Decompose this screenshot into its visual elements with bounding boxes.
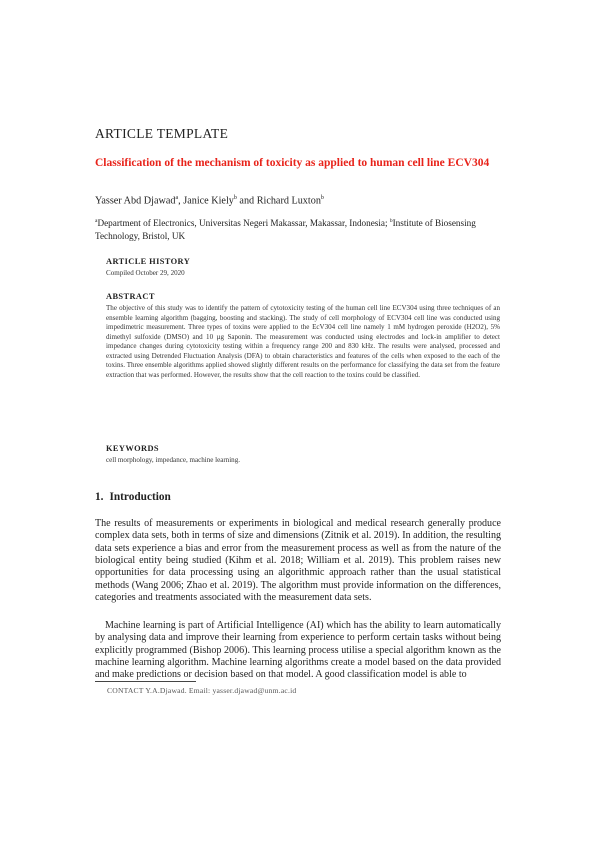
- paper-title: Classification of the mechanism of toxicity as applied to human cell line ECV304: [95, 157, 490, 169]
- author-separator: ,: [178, 195, 184, 207]
- affiliation-text: Department of Electronics, Universitas Negeri Makassar, Makassar, Indonesia;: [97, 218, 390, 229]
- keywords-text: cell morphology, impedance, machine learning.: [106, 456, 240, 464]
- article-template-label: ARTICLE TEMPLATE: [95, 126, 229, 141]
- section-title: Introduction: [109, 491, 171, 503]
- author-name: Richard Luxton: [256, 195, 321, 207]
- compiled-date: Compiled October 29, 2020: [106, 269, 185, 277]
- affiliation-marker: b: [389, 218, 393, 224]
- body-paragraph: Machine learning is part of Artificial Intelligence (AI) which has the ability to learn automatically by analysing data and improve their learning from experience to perform certain tasks without being explicitly programmed (Bishop 2006). This learning process utilise a special algorithm known as the machine learning algorithm. Machine learning algorithms create a model based on the data provided and make predictions or decision based on that model. A good classification model is able to: [95, 620, 501, 681]
- keywords-heading: KEYWORDS: [106, 444, 159, 453]
- footnote-divider: [95, 681, 196, 682]
- affiliation-marker: b: [233, 195, 237, 201]
- affiliation-marker: a: [95, 218, 98, 224]
- abstract-heading: ABSTRACT: [106, 292, 155, 301]
- affiliations: [95, 215, 507, 243]
- abstract-text: The objective of this study was to identify the pattern of cytotoxicity testing of the human cell line ECV304 using three techniques of an ensemble learning algorithm (bagging, boosting and stacking). The study of cell morphology of ECV304 cell line was conducted using impedimetric measurement. Three types of toxins were applied to the EcV304 cell line namely 1 mM hydrogen peroxide (H2O2), 5% dimethyl sulfoxide (DMSO) and 10 µg Saponin. The measurement was conducted using electrodes and lock-in amplifier to detect impedance changes during cytotoxicity testing within a frequency range 200 and 830 kHz. The results were analysed, processed and extracted using Detrended Fluctuation Analysis (DFA) to obtain characteristics and features of the cells when exposed to the each of the toxins. Three ensemble algorithms applied showed slightly different results on the performance for classifying the data set from the feature extraction that was performed. However, the results show that the cell reaction to the toxins could be classified.: [106, 304, 500, 379]
- article-history-heading: ARTICLE HISTORY: [106, 257, 191, 266]
- author-list: [95, 195, 505, 206]
- affiliation-marker: a: [175, 195, 179, 201]
- affiliation-marker: b: [320, 195, 324, 201]
- affiliation-text: Institute of Biosensing Technology, Bristol, UK: [95, 218, 476, 242]
- author-separator: and: [236, 195, 257, 207]
- section-number: 1.: [95, 491, 104, 503]
- author-name: Yasser Abd Djawad: [95, 195, 176, 207]
- body-paragraph: The results of measurements or experiments in biological and medical research generally produce complex data sets, both in terms of size and dimensions (Zitnik et al. 2019). In addition, the resulting data sets experience a bias and error from the measurement process as well as from the nature of the biological entity being studied (Kihm et al. 2018; William et al. 2019). This problem raises new opportunities for data processing using an algorithmic approach rather than the usual statistical methods (Wang 2006; Zhao et al. 2019). The algorithm must provide information on the differences, categories and treatments associated with the measurement data sets.: [95, 518, 501, 604]
- section-heading: [95, 491, 171, 503]
- author-name: Janice Kiely: [183, 195, 234, 207]
- contact-footnote: CONTACT Y.A.Djawad. Email: yasser.djawad@unm.ac.id: [107, 686, 297, 695]
